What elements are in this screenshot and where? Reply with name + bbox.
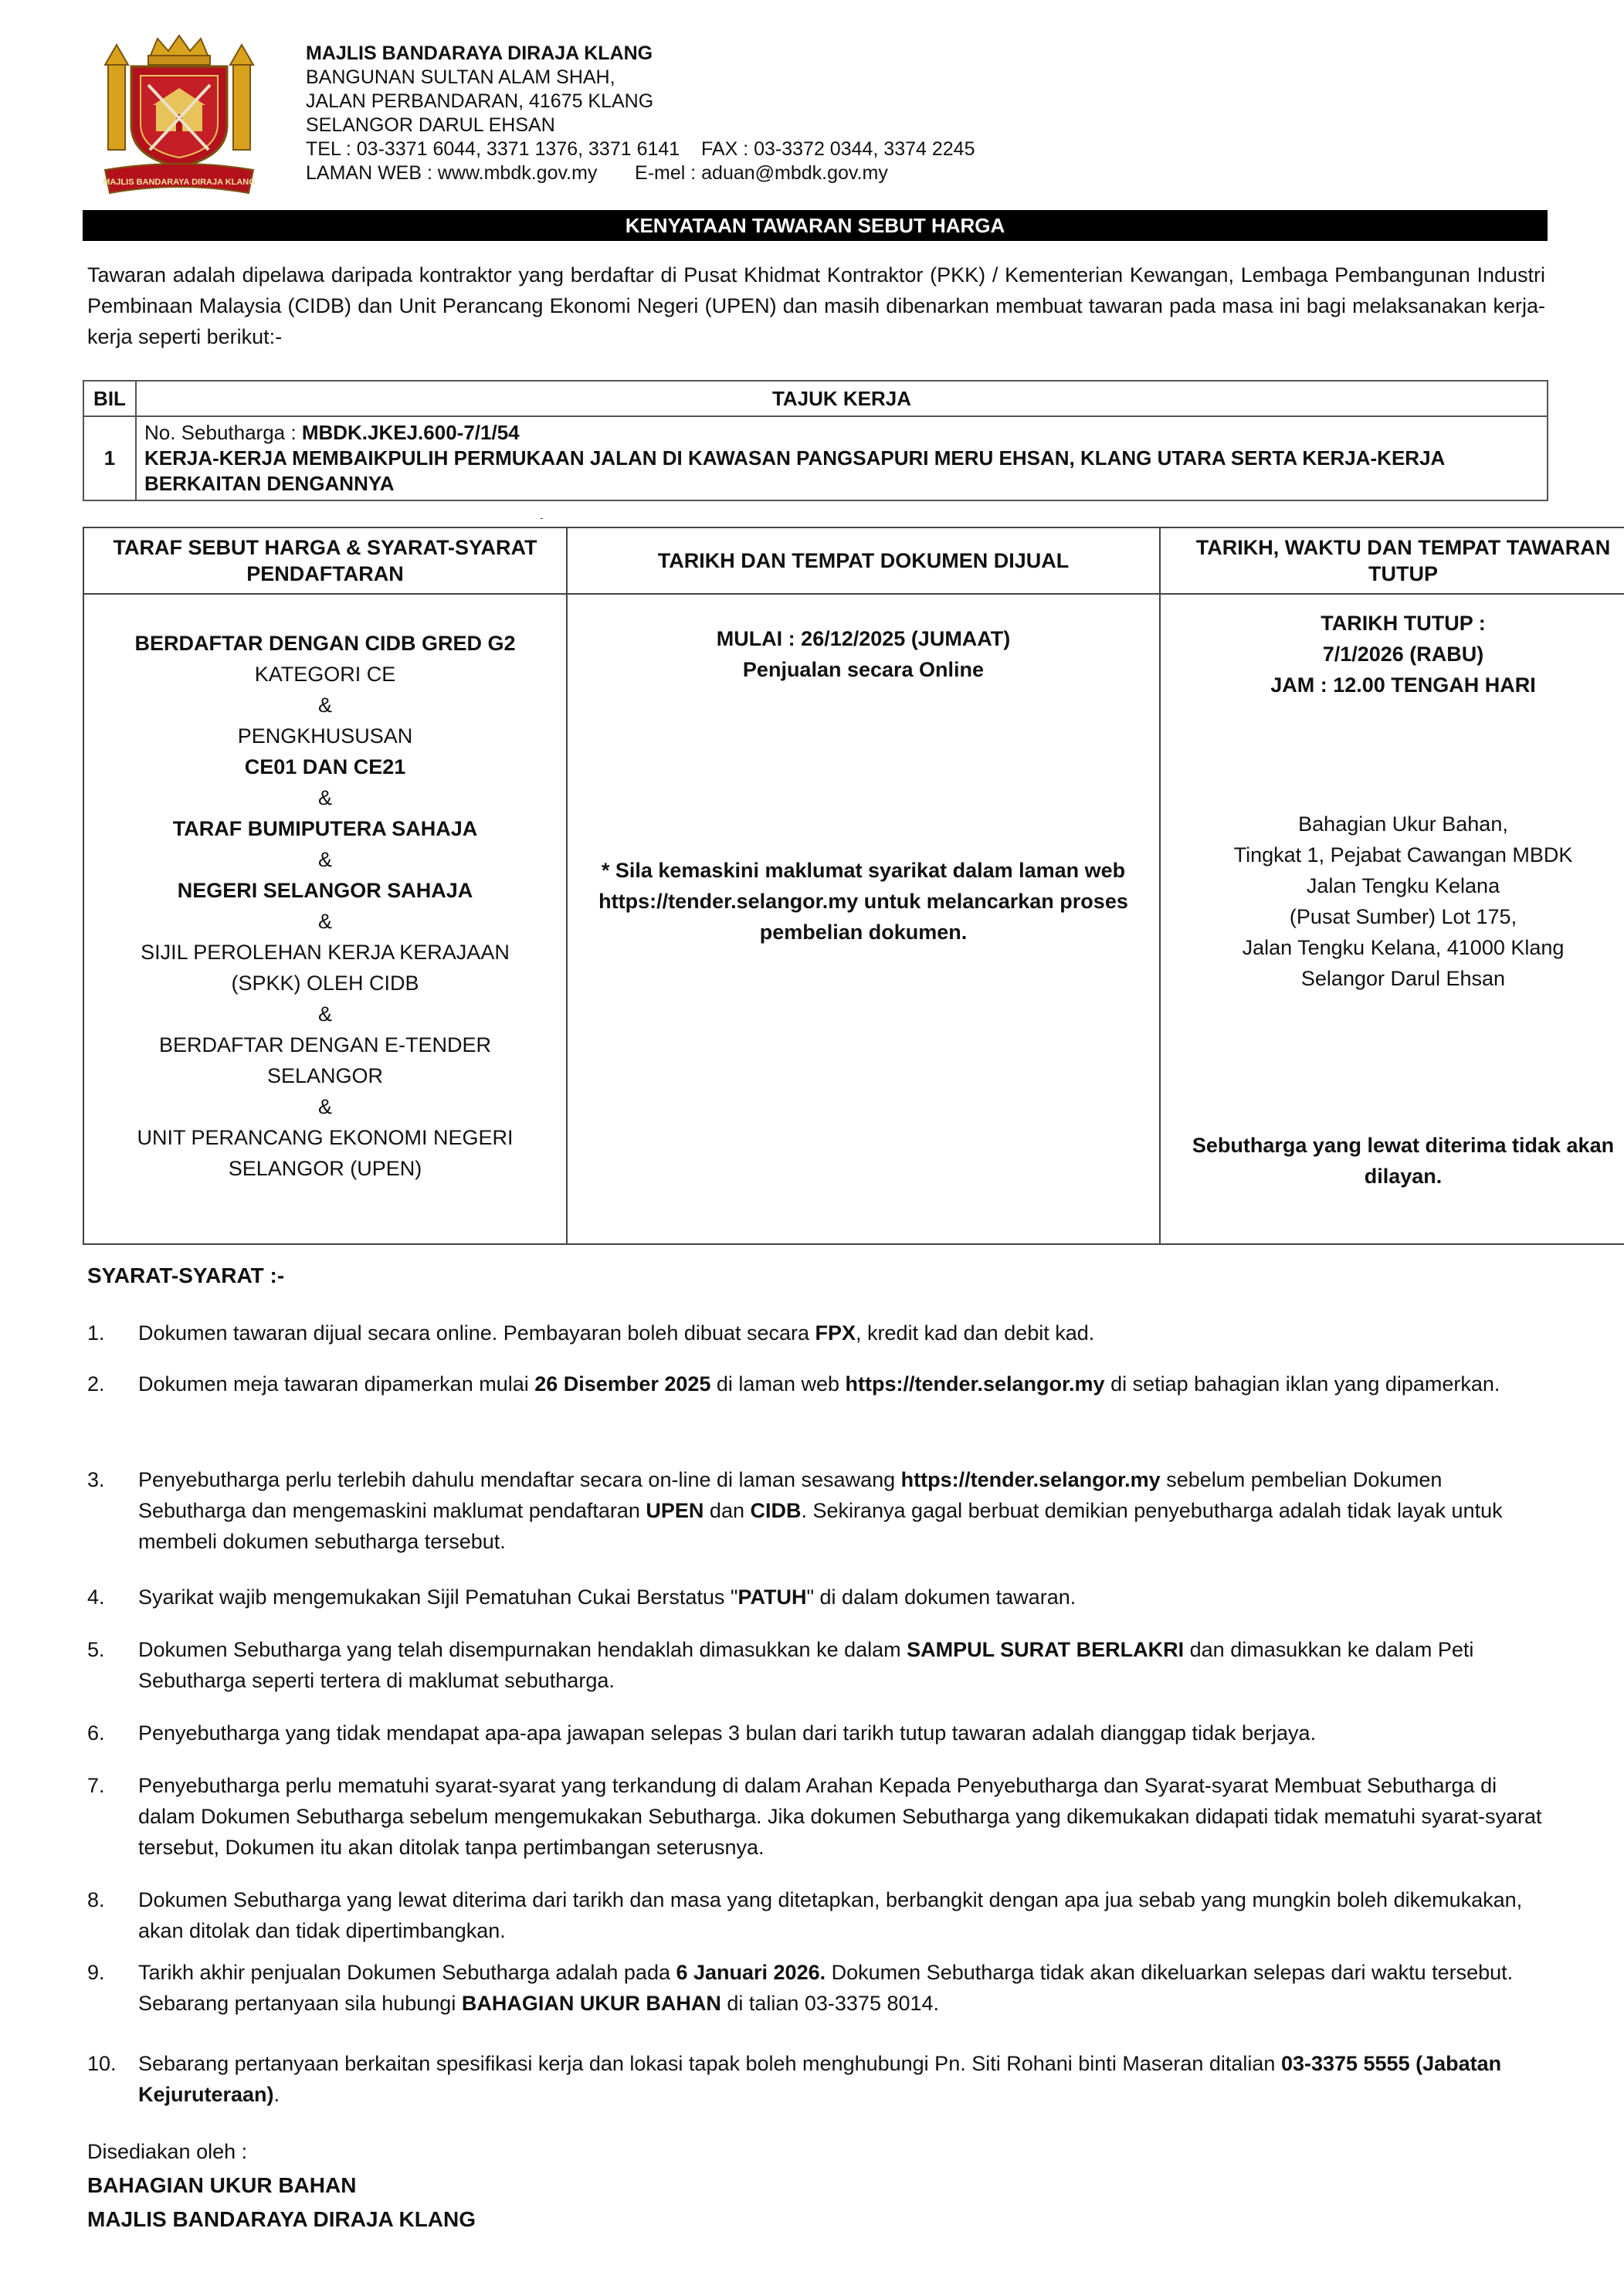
late-notice-line-1: Sebutharga yang lewat diterima tidak akan	[1192, 1134, 1615, 1157]
item-number: 9.	[87, 1961, 105, 1984]
item-text: Dokumen tawaran dijual secara online. Pembayaran boleh dibuat secara FPX, kredit kad dan debit kad.	[138, 1321, 1095, 1345]
closing-address-line-3: Jalan Tengku Kelana	[1306, 874, 1500, 897]
req-ampersand: &	[317, 694, 332, 717]
tel-text: TEL : 03-3371 6044, 3371 1376, 3371 6141	[306, 138, 680, 160]
req-spkk-line-1: SIJIL PEROLEHAN KERJA KERAJAAN	[141, 941, 510, 964]
col-document-sale-header: TARIKH DAN TEMPAT DOKUMEN DIJUAL	[567, 527, 1160, 594]
fax-text: FAX : 03-3372 0344, 3374 2245	[701, 138, 975, 160]
contact-web-row	[306, 161, 975, 185]
prepared-by-label: Disediakan oleh :	[87, 2140, 248, 2163]
requirements-cell	[83, 594, 567, 1244]
sale-note-line-2: https://tender.selangor.my untuk melancarkan proses	[598, 890, 1128, 913]
sale-note-line-3: pembelian dokumen.	[759, 921, 968, 944]
item-number: 8.	[87, 1888, 105, 1911]
late-notice-line-2: dilayan.	[1364, 1165, 1443, 1188]
closing-cell	[1160, 594, 1624, 1244]
reference-number: MBDK.JKEJ.600-7/1/54	[301, 421, 520, 444]
address-line-2: JALAN PERBANDARAN, 41675 KLANG	[306, 90, 654, 112]
document-sale-cell	[567, 594, 1160, 1244]
req-bumiputera: TARAF BUMIPUTERA SAHAJA	[172, 817, 478, 840]
closing-address-line-4: (Pusat Sumber) Lot 175,	[1289, 905, 1517, 928]
intro-paragraph: Tawaran adalah dipelawa daripada kontraktor yang berdaftar di Pusat Khidmat Kontraktor (PKK) / Kementerian Kewangan, Lembaga Pembangunan Industri Pembinaan Malaysia (CIDB) dan Unit Perancang Ekonomi Negeri (UPEN) dan masih dibenarkan membuat tawaran pada masa ini bagi melaksanakan kerja-kerja seperti berikut:-	[87, 263, 1545, 348]
item-text: Penyebutharga perlu terlebih dahulu mendaftar secara on-line di laman sesawang https://tender.selangor.my sebelum pembelian Dokumen Sebutharga dan mengemaskini maklumat pendaftaran UPEN dan CIDB. Sekiranya gagal berbuat demikian penyebutharga adalah tidak layak untuk membeli dokumen sebutharga tersebut.	[138, 1468, 1503, 1553]
item-number: 6.	[87, 1721, 105, 1745]
item-number: 5.	[87, 1638, 105, 1661]
work-title-table	[83, 380, 1548, 501]
row-number: 1	[83, 416, 136, 500]
table-row	[83, 594, 1624, 1244]
item-text: Penyebutharga yang tidak mendapat apa-apa jawapan selepas 3 bulan dari tarikh tutup tawaran adalah dianggap tidak berjaya.	[138, 1721, 1317, 1745]
separator-dot: -	[540, 511, 544, 524]
col-requirements-header: TARAF SEBUT HARGA & SYARAT-SYARAT PENDAFTARAN	[83, 527, 567, 594]
organisation-header	[306, 42, 975, 185]
req-cidb-grade: BERDAFTAR DENGAN CIDB GRED G2	[134, 632, 516, 655]
req-ampersand: &	[317, 1095, 332, 1118]
col-tajuk-header: TAJUK KERJA	[136, 381, 1548, 416]
req-etender-line-2: SELANGOR	[266, 1064, 384, 1087]
req-category: KATEGORI CE	[254, 663, 396, 686]
conditions-heading: SYARAT-SYARAT :-	[87, 1263, 285, 1287]
prepared-by-block	[87, 2135, 476, 2237]
req-spkk-line-2: (SPKK) OLEH CIDB	[231, 972, 419, 995]
col-closing-header: TARIKH, WAKTU DAN TEMPAT TAWARAN TUTUP	[1160, 527, 1624, 594]
req-upen-line-2: SELANGOR (UPEN)	[228, 1157, 422, 1180]
work-title: KERJA-KERJA MEMBAIKPULIH PERMUKAAN JALAN DI KAWASAN PANGSAPURI MERU EHSAN, KLANG UTARA SERTA KERJA-KERJA BERKAITAN DENGANNYA	[144, 446, 1445, 495]
req-specialisation-codes: CE01 DAN CE21	[244, 755, 406, 778]
details-table-header	[83, 527, 1624, 594]
req-ampersand: &	[317, 848, 332, 871]
work-description-cell	[136, 416, 1548, 500]
sale-start-date: MULAI : 26/12/2025 (JUMAAT)	[716, 627, 1011, 650]
item-text: Dokumen Sebutharga yang lewat diterima dari tarikh dan masa yang ditetapkan, berbangkit dengan apa jua sebab yang mungkin boleh dikemukakan, akan ditolak dan tidak dipertimbangkan.	[138, 1888, 1523, 1942]
closing-address-line-2: Tingkat 1, Pejabat Cawangan MBDK	[1233, 843, 1573, 867]
closing-date-label: TARIKH TUTUP :	[1321, 612, 1486, 635]
mbdk-crest-logo	[102, 34, 256, 198]
item-number: 7.	[87, 1774, 105, 1797]
req-etender-line-1: BERDAFTAR DENGAN E-TENDER	[158, 1033, 492, 1056]
req-specialisation-label: PENGKHUSUSAN	[237, 724, 413, 748]
item-number: 2.	[87, 1372, 105, 1396]
closing-time: JAM : 12.00 TENGAH HARI	[1270, 673, 1536, 697]
org-name: MAJLIS BANDARAYA DIRAJA KLANG	[306, 42, 653, 64]
item-number: 4.	[87, 1585, 105, 1609]
item-number: 3.	[87, 1468, 105, 1491]
item-number: 10.	[87, 2052, 117, 2075]
sale-note-line-1: * Sila kemaskini maklumat syarikat dalam laman web	[601, 859, 1126, 882]
prepared-by-organisation: MAJLIS BANDARAYA DIRAJA KLANG	[87, 2207, 476, 2231]
sale-method: Penjualan secara Online	[742, 658, 985, 681]
req-ampersand: &	[317, 910, 332, 933]
contact-phone-row	[306, 137, 975, 161]
item-text: Penyebutharga perlu mematuhi syarat-syarat yang terkandung di dalam Arahan Kepada Penyebutharga dan Syarat-syarat Membuat Sebutharga di dalam Dokumen Sebutharga sebelum mengemukakan Sebutharga. Jika dokumen Sebutharga yang dikemukakan didapati tidak mematuhi syarat-syarat tersebut, Dokumen itu akan ditolak tanpa pertimbangan seterusnya.	[138, 1774, 1542, 1859]
req-selangor-only: NEGERI SELANGOR SAHAJA	[177, 879, 473, 902]
col-bil-header: BIL	[83, 381, 136, 416]
closing-address-line-6: Selangor Darul Ehsan	[1300, 967, 1506, 990]
address-line-1: BANGUNAN SULTAN ALAM SHAH,	[306, 66, 615, 88]
item-text: Sebarang pertanyaan berkaitan spesifikasi kerja dan lokasi tapak boleh menghubungi Pn. Siti Rohani binti Maseran ditalian 03-3375 5555 (Jabatan Kejuruteraan).	[138, 2052, 1502, 2106]
website-text: LAMAN WEB : www.mbdk.gov.my	[306, 162, 598, 184]
req-upen-line-1: UNIT PERANCANG EKONOMI NEGERI	[137, 1126, 514, 1149]
crest-motto-text: MAJLIS BANDARAYA DIRAJA KLANG	[103, 178, 256, 187]
item-text: Dokumen Sebutharga yang telah disempurnakan hendaklah dimasukkan ke dalam SAMPUL SURAT BERLAKRI dan dimasukkan ke dalam Peti Sebutharga seperti tertera di maklumat sebutharga.	[138, 1638, 1474, 1692]
closing-date: 7/1/2026 (RABU)	[1322, 643, 1484, 666]
email-text: E-mel : aduan@mbdk.gov.my	[635, 162, 888, 184]
work-table-header	[83, 381, 1548, 416]
reference-line	[144, 420, 1539, 446]
closing-address-line-5: Jalan Tengku Kelana, 41000 Klang	[1242, 936, 1565, 959]
document-title: KENYATAAN TAWARAN SEBUT HARGA	[83, 210, 1548, 241]
req-ampersand: &	[317, 786, 332, 809]
item-text: Syarikat wajib mengemukakan Sijil Pematuhan Cukai Berstatus "PATUH" di dalam dokumen tawaran.	[138, 1585, 1076, 1609]
table-row	[83, 416, 1548, 500]
item-text: Tarikh akhir penjualan Dokumen Sebutharga adalah pada 6 Januari 2026. Dokumen Sebutharga tidak akan dikeluarkan selepas dari waktu tersebut. Sebarang pertanyaan sila hubungi BAHAGIAN UKUR BAHAN di talian 03-3375 8014.	[138, 1961, 1514, 2015]
closing-address-line-1: Bahagian Ukur Bahan,	[1298, 812, 1508, 836]
req-ampersand: &	[317, 1002, 332, 1026]
reference-label: No. Sebutharga :	[144, 421, 302, 444]
address-line-3: SELANGOR DARUL EHSAN	[306, 114, 555, 136]
tender-details-table	[83, 527, 1624, 1245]
item-text: Dokumen meja tawaran dipamerkan mulai 26 Disember 2025 di laman web https://tender.selangor.my di setiap bahagian iklan yang dipamerkan.	[138, 1372, 1500, 1396]
item-number: 1.	[87, 1321, 105, 1345]
prepared-by-department: BAHAGIAN UKUR BAHAN	[87, 2173, 357, 2197]
